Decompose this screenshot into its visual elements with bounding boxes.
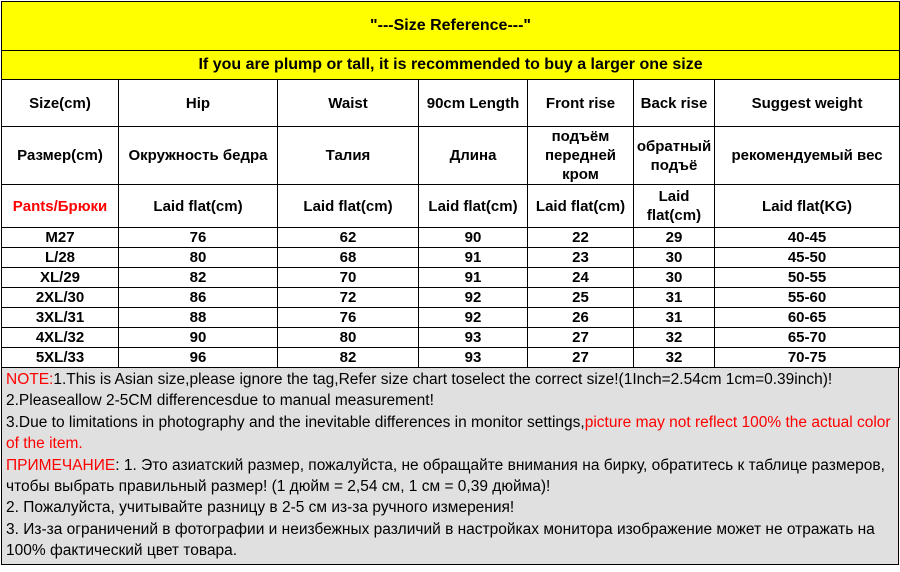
table-cell: 92 bbox=[419, 288, 528, 308]
recommendation-row bbox=[2, 51, 900, 80]
table-cell: 86 bbox=[119, 288, 278, 308]
table-cell: 45-50 bbox=[715, 248, 900, 268]
note-label-ru: ПРИМЕЧАНИЕ bbox=[6, 456, 116, 474]
note-line bbox=[6, 369, 894, 390]
table-cell: 24 bbox=[528, 268, 634, 288]
table-cell: 72 bbox=[278, 288, 419, 308]
header-cell: Laid flat(cm) bbox=[528, 185, 634, 228]
table-cell: 82 bbox=[119, 268, 278, 288]
header-cell: рекомендуемый вес bbox=[715, 127, 900, 185]
header-cell: Размер(cm) bbox=[2, 127, 119, 185]
table-cell: 93 bbox=[419, 328, 528, 348]
header-cell: Окружность бедра bbox=[119, 127, 278, 185]
header-cell: 90cm Length bbox=[419, 80, 528, 127]
note-text: 1.This is Asian size,please ignore the tag,Refer size chart toselect the correct size!(1Inch=2.54cm 1cm=0.39inch)! bbox=[53, 371, 833, 388]
table-cell: 25 bbox=[528, 288, 634, 308]
header-cell: Laid flat(cm) bbox=[634, 185, 715, 228]
table-cell: 62 bbox=[278, 228, 419, 248]
header-cell: обратный подъё bbox=[634, 127, 715, 185]
table-cell: 27 bbox=[528, 328, 634, 348]
table-cell: 76 bbox=[119, 228, 278, 248]
table-row bbox=[2, 348, 900, 368]
table-cell: 27 bbox=[528, 348, 634, 368]
table-cell: 3XL/31 bbox=[2, 308, 119, 328]
header-cell: Size(cm) bbox=[2, 80, 119, 127]
header-cell: Front rise bbox=[528, 80, 634, 127]
table-cell: 76 bbox=[278, 308, 419, 328]
table-cell: 2XL/30 bbox=[2, 288, 119, 308]
header-row-en bbox=[2, 80, 900, 127]
table-cell: 70 bbox=[278, 268, 419, 288]
size-chart bbox=[1, 1, 899, 570]
table-row bbox=[2, 328, 900, 348]
note-text: : 1. Это азиатский размер, пожалуйста, не обращайте внимания на бирку, обратитесь к таблице размеров, чтобы выбрать правильный размер! (1 дюйм = 2,54 см, 1 см = 0,39 дюйма)! bbox=[6, 456, 885, 496]
header-cell: Laid flat(KG) bbox=[715, 185, 900, 228]
table-cell: 23 bbox=[528, 248, 634, 268]
notes-panel bbox=[1, 368, 899, 565]
table-cell: 93 bbox=[419, 348, 528, 368]
note-line: 3. Из-за ограничений в фотографии и неизбежных различий в настройках монитора изображение может не отражать на 100% фактический цвет товара. bbox=[6, 520, 875, 560]
header-cell: Длина bbox=[419, 127, 528, 185]
header-cell: Pants/Брюки bbox=[2, 185, 119, 228]
table-cell: 31 bbox=[634, 288, 715, 308]
table-cell: 4XL/32 bbox=[2, 328, 119, 348]
table-cell: XL/29 bbox=[2, 268, 119, 288]
title-row bbox=[2, 2, 900, 51]
table-cell: 80 bbox=[119, 248, 278, 268]
table-cell: 30 bbox=[634, 268, 715, 288]
table-cell: M27 bbox=[2, 228, 119, 248]
table-cell: 55-60 bbox=[715, 288, 900, 308]
header-cell: Waist bbox=[278, 80, 419, 127]
table-cell: 70-75 bbox=[715, 348, 900, 368]
table-cell: 65-70 bbox=[715, 328, 900, 348]
header-cell: Suggest weight bbox=[715, 80, 900, 127]
table-body bbox=[2, 228, 900, 368]
table-cell: 82 bbox=[278, 348, 419, 368]
table-cell: 31 bbox=[634, 308, 715, 328]
table-cell: 29 bbox=[634, 228, 715, 248]
header-row-ru bbox=[2, 127, 900, 185]
note-line: 2. Пожалуйста, учитывайте разницу в 2-5 см из-за ручного измерения! bbox=[6, 499, 515, 517]
table-cell: 26 bbox=[528, 308, 634, 328]
table-cell: 60-65 bbox=[715, 308, 900, 328]
header-cell: Талия bbox=[278, 127, 419, 185]
header-cell: подъём передней кром bbox=[528, 127, 634, 185]
table-cell: 96 bbox=[119, 348, 278, 368]
note-line bbox=[6, 455, 894, 498]
table-cell: 40-45 bbox=[715, 228, 900, 248]
table-row bbox=[2, 228, 900, 248]
header-row-units bbox=[2, 185, 900, 228]
header-cell: Hip bbox=[119, 80, 278, 127]
table-cell: 32 bbox=[634, 348, 715, 368]
table-cell: 91 bbox=[419, 248, 528, 268]
table-cell: 30 bbox=[634, 248, 715, 268]
note-text: 3.Due to limitations in photography and the inevitable differences in monitor settings, bbox=[6, 413, 585, 431]
note-line bbox=[6, 412, 894, 455]
page-title: "---Size Reference---" bbox=[2, 2, 900, 51]
table-cell: 5XL/33 bbox=[2, 348, 119, 368]
table-cell: 50-55 bbox=[715, 268, 900, 288]
header-cell: Laid flat(cm) bbox=[119, 185, 278, 228]
header-cell: Laid flat(cm) bbox=[419, 185, 528, 228]
table-cell: 32 bbox=[634, 328, 715, 348]
note-label: NOTE: bbox=[6, 371, 54, 388]
table-cell: 92 bbox=[419, 308, 528, 328]
table-row bbox=[2, 288, 900, 308]
table-cell: 88 bbox=[119, 308, 278, 328]
table-cell: 90 bbox=[419, 228, 528, 248]
table-cell: 68 bbox=[278, 248, 419, 268]
table-cell: 90 bbox=[119, 328, 278, 348]
header-cell: Back rise bbox=[634, 80, 715, 127]
table-cell: 22 bbox=[528, 228, 634, 248]
note-line: 2.Pleaseallow 2-5CM differencesdue to manual measurement! bbox=[6, 392, 434, 410]
size-table bbox=[1, 1, 900, 368]
table-row bbox=[2, 268, 900, 288]
table-cell: 80 bbox=[278, 328, 419, 348]
note-text-red: picture may not reflect 100% the actual color of the item. bbox=[6, 413, 891, 453]
table-row bbox=[2, 248, 900, 268]
table-cell: 91 bbox=[419, 268, 528, 288]
table-cell: L/28 bbox=[2, 248, 119, 268]
table-row bbox=[2, 308, 900, 328]
recommendation-text: If you are plump or tall, it is recommended to buy a larger one size bbox=[2, 51, 900, 80]
header-cell: Laid flat(cm) bbox=[278, 185, 419, 228]
